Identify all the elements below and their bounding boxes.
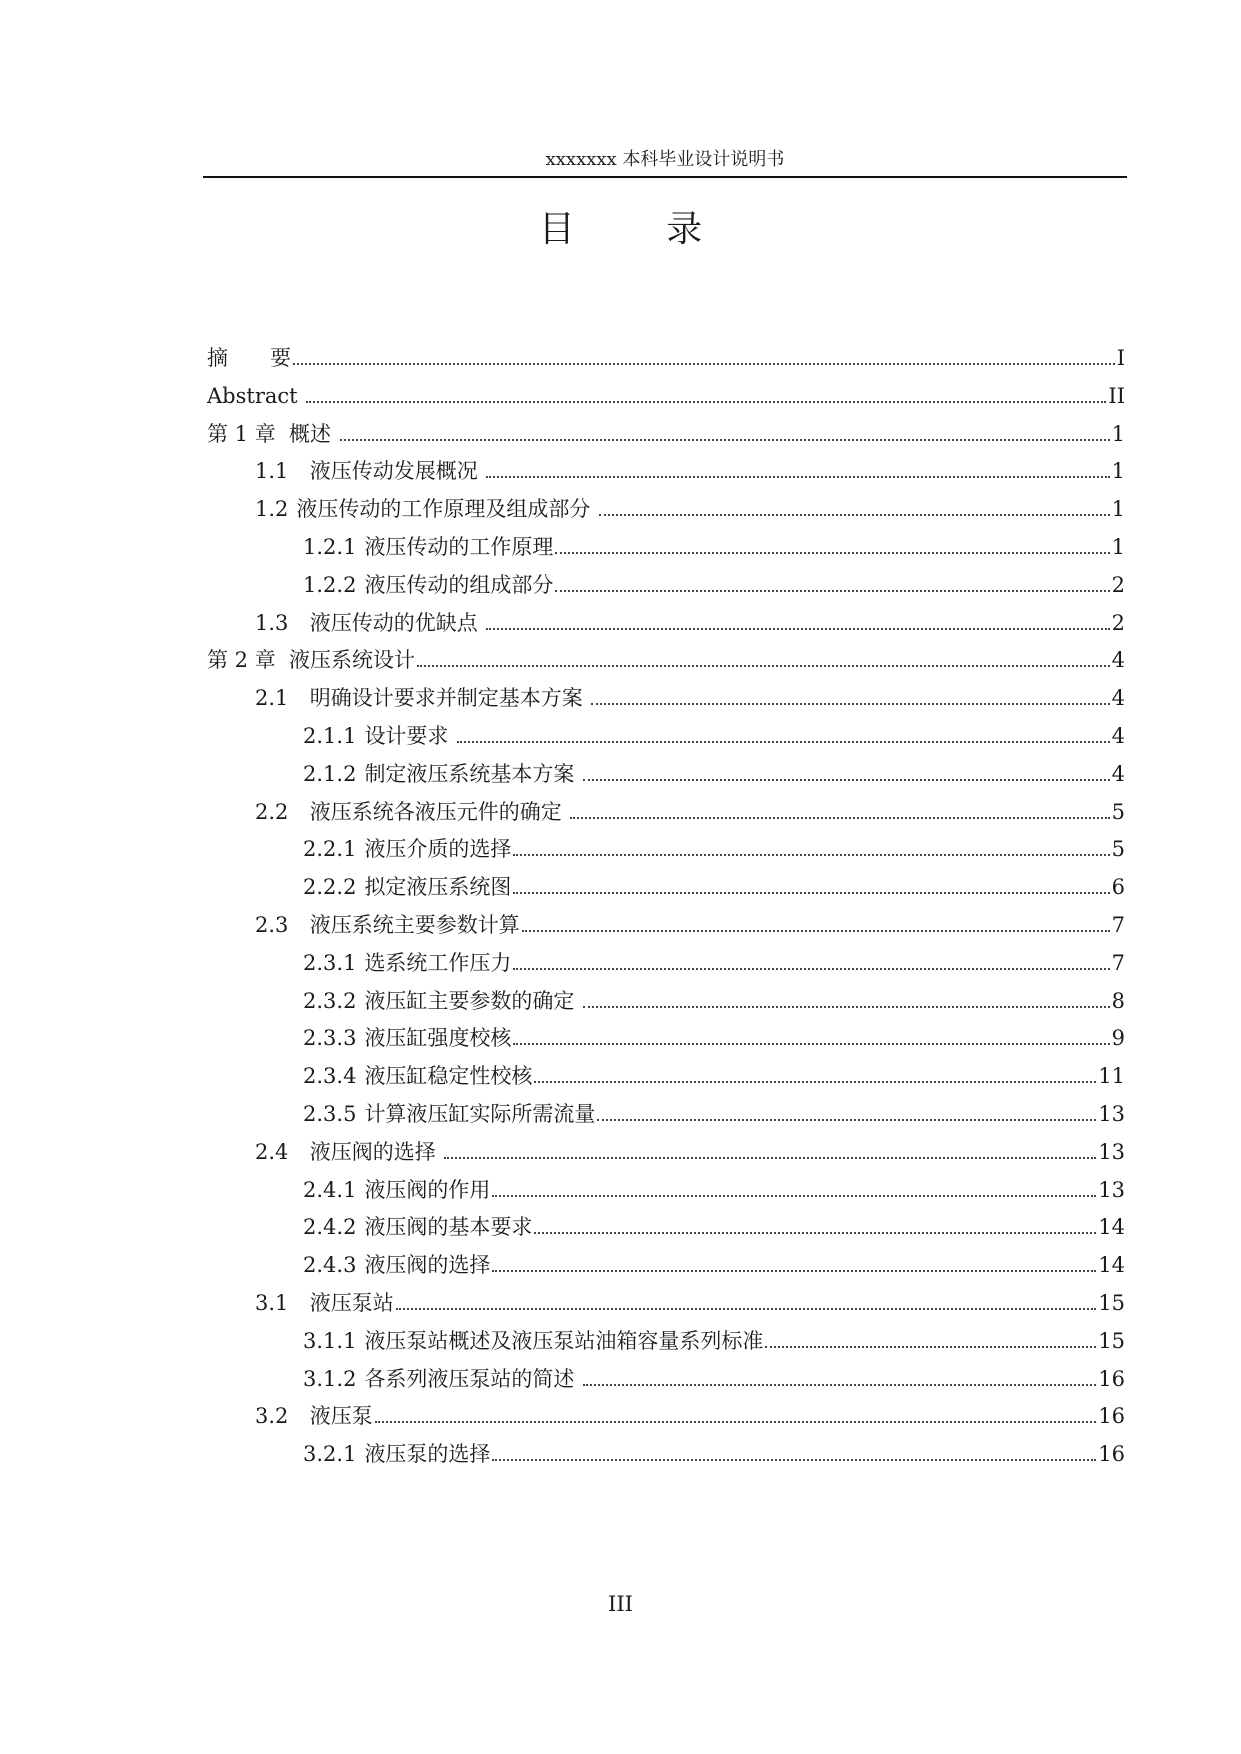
- toc-entry-number: 1.3: [255, 610, 289, 635]
- toc-entry-number: 3.2: [255, 1404, 289, 1429]
- toc-entry-label: 第 2 章 液压系统设计: [207, 648, 416, 673]
- toc-entry-label: 液压阀的选择: [364, 1253, 491, 1278]
- dot-leader: [583, 1006, 1110, 1008]
- toc-entry[interactable]: [255, 784, 1125, 826]
- toc-entry-number: 2.3.3: [303, 1026, 357, 1051]
- toc-entry-label: 液压传动的优缺点: [296, 610, 485, 635]
- toc-entry-page: 4: [1111, 686, 1125, 711]
- toc-entry-page: 9: [1111, 1026, 1125, 1051]
- toc-entry-page: 4: [1111, 648, 1125, 673]
- toc-entry-page: 4: [1111, 761, 1125, 786]
- toc-entry-number: 2.2.1: [303, 837, 357, 862]
- toc-entry[interactable]: [303, 1086, 1125, 1128]
- toc-entry-number: 1.2: [255, 497, 289, 522]
- toc-entry[interactable]: [207, 632, 1125, 674]
- toc-entry[interactable]: [303, 1237, 1125, 1279]
- toc-entry-page: 1: [1111, 497, 1125, 522]
- toc-entry-number: 2.3: [255, 913, 289, 937]
- toc-entry-page: 11: [1098, 1064, 1125, 1089]
- toc-entry-label: 拟定液压系统图: [364, 875, 512, 900]
- toc-entry-label: 选系统工作压力: [364, 950, 512, 975]
- toc-entry-page: 2: [1111, 572, 1125, 597]
- dot-leader: [444, 1157, 1096, 1159]
- toc-entry[interactable]: [303, 1426, 1125, 1468]
- toc-entry[interactable]: [303, 746, 1125, 788]
- toc-entry-label: 液压缸稳定性校核: [364, 1064, 533, 1089]
- toc-entry-number: 2.1.1: [303, 724, 357, 748]
- toc-entry-page: 1: [1111, 421, 1125, 446]
- toc-entry-page: 2: [1111, 610, 1125, 635]
- dot-leader: [583, 1384, 1096, 1386]
- dot-leader: [492, 1459, 1096, 1461]
- dot-leader: [513, 1043, 1109, 1045]
- dot-leader: [492, 1195, 1096, 1197]
- toc-entry-label: 摘 要: [207, 346, 291, 370]
- dot-leader: [522, 930, 1110, 932]
- dot-leader: [375, 1421, 1097, 1423]
- toc-entry-page: II: [1108, 383, 1125, 408]
- dot-leader: [396, 1308, 1097, 1310]
- toc-entry-label: 液压阀的作用: [364, 1177, 491, 1202]
- toc-entry-label: 制定液压系统基本方案: [364, 761, 582, 786]
- toc-entry-label: 液压阀的选择: [296, 1139, 443, 1164]
- toc-entry[interactable]: [207, 330, 1125, 372]
- toc-entry-page: 7: [1111, 950, 1125, 975]
- toc-entry-page: 6: [1111, 875, 1125, 900]
- dot-leader: [555, 590, 1109, 592]
- toc-entry-label: 液压介质的选择: [364, 837, 512, 862]
- dot-leader: [513, 892, 1109, 894]
- toc-entry-label: 液压传动的组成部分: [364, 572, 554, 597]
- toc-entry[interactable]: [303, 519, 1125, 561]
- toc-entry[interactable]: [255, 897, 1125, 939]
- toc-entry-label: 液压传动的工作原理及组成部分: [296, 497, 598, 522]
- toc-entry-page: 14: [1098, 1215, 1125, 1240]
- toc-entry-number: 3.2.1: [303, 1442, 357, 1467]
- toc-entry-label: 液压系统主要参数计算: [296, 913, 520, 937]
- toc-entry-page: 1: [1111, 535, 1125, 559]
- toc-entry[interactable]: [303, 1010, 1125, 1052]
- toc-entry-number: 2.3.4: [303, 1064, 357, 1089]
- toc-entry-label: 液压缸强度校核: [364, 1026, 512, 1051]
- dot-leader: [765, 1346, 1096, 1348]
- page-number: III: [608, 1592, 633, 1616]
- toc-entry-label: 液压传动的工作原理: [364, 535, 554, 559]
- toc-entry-page: 13: [1098, 1139, 1125, 1164]
- toc-entry-number: 3.1: [255, 1291, 289, 1315]
- toc-entry[interactable]: [303, 935, 1125, 977]
- toc-entry-label: 液压缸主要参数的确定: [364, 988, 582, 1013]
- toc-entry-page: 15: [1098, 1291, 1125, 1315]
- toc-entry[interactable]: [303, 1048, 1125, 1090]
- toc-entry-page: 15: [1098, 1328, 1125, 1353]
- toc-entry-page: 8: [1111, 988, 1125, 1013]
- dot-leader: [583, 779, 1110, 781]
- header-rule: [203, 176, 1127, 178]
- dot-leader: [591, 703, 1109, 705]
- toc-entry-number: 2.3.1: [303, 950, 357, 975]
- toc-entry[interactable]: [303, 1313, 1125, 1355]
- toc-entry-number: 2.2.2: [303, 875, 357, 900]
- toc-entry-label: 液压系统各液压元件的确定: [296, 799, 569, 824]
- toc-entry-number: 1.2.2: [303, 572, 357, 597]
- toc-entry[interactable]: [255, 1124, 1125, 1166]
- toc-entry-label: 液压泵的选择: [364, 1442, 491, 1467]
- toc-entry[interactable]: [255, 443, 1125, 485]
- toc-entry-number: 2.4.1: [303, 1177, 357, 1202]
- toc-entry[interactable]: [255, 1275, 1125, 1317]
- dot-leader: [306, 401, 1106, 403]
- toc-entry-label: 第 1 章 概述: [207, 421, 338, 446]
- toc-entry[interactable]: [303, 973, 1125, 1015]
- toc-entry-label: 液压泵站概述及液压泵站油箱容量系列标准: [364, 1328, 764, 1353]
- toc-entry-page: 5: [1111, 837, 1125, 862]
- toc-entry-label: 液压泵: [296, 1404, 373, 1429]
- dot-leader: [534, 1081, 1096, 1083]
- toc-entry-page: 13: [1098, 1177, 1125, 1202]
- toc-entry[interactable]: [255, 1388, 1125, 1430]
- dot-leader: [417, 665, 1110, 667]
- dot-leader: [597, 1119, 1096, 1121]
- toc-entry-label: 液压阀的基本要求: [364, 1215, 533, 1240]
- page-title: 目 录: [538, 209, 743, 250]
- dot-leader: [599, 514, 1110, 516]
- toc-entry[interactable]: [303, 708, 1125, 750]
- toc-entry-page: 7: [1111, 913, 1125, 937]
- toc-entry-label: 各系列液压泵站的简述: [364, 1366, 582, 1391]
- dot-leader: [513, 854, 1109, 856]
- toc-entry-page: 16: [1098, 1404, 1125, 1429]
- toc-entry-number: 2.4.2: [303, 1215, 357, 1240]
- toc-entry-page: 5: [1111, 799, 1125, 824]
- toc-entry[interactable]: [303, 859, 1125, 901]
- toc-entry-number: 2.2: [255, 799, 289, 824]
- toc-entry-label: 设计要求: [364, 724, 456, 748]
- dot-leader: [457, 741, 1110, 743]
- dot-leader: [293, 363, 1115, 365]
- dot-leader: [555, 552, 1109, 554]
- toc-entry-page: 13: [1098, 1102, 1125, 1126]
- toc-entry-page: I: [1116, 346, 1125, 370]
- toc-entry-page: 4: [1111, 724, 1125, 748]
- toc-entry[interactable]: [303, 557, 1125, 599]
- toc-entry-label: Abstract: [207, 383, 305, 408]
- toc-entry-number: 2.3.2: [303, 988, 357, 1013]
- toc-entry-label: 液压泵站: [296, 1291, 394, 1315]
- dot-leader: [492, 1270, 1096, 1272]
- toc-entry-label: 计算液压缸实际所需流量: [364, 1102, 596, 1126]
- toc-entry[interactable]: [255, 481, 1125, 523]
- toc-entry[interactable]: [207, 368, 1125, 410]
- dot-leader: [570, 817, 1109, 819]
- toc-entry-number: 2.4: [255, 1139, 289, 1164]
- toc-entry-number: 3.1.1: [303, 1328, 357, 1353]
- toc-entry-label: 明确设计要求并制定基本方案: [296, 686, 590, 711]
- toc-entry-number: 2.3.5: [303, 1102, 357, 1126]
- toc-entry-page: 1: [1111, 459, 1125, 484]
- toc-entry[interactable]: [255, 595, 1125, 637]
- toc-entry-label: 液压传动发展概况: [296, 459, 485, 484]
- dot-leader: [534, 1232, 1096, 1234]
- toc-entry-number: 1.2.1: [303, 535, 357, 559]
- toc-entry-number: 2.4.3: [303, 1253, 357, 1278]
- toc-entry-number: 2.1.2: [303, 761, 357, 786]
- toc-entry-number: 3.1.2: [303, 1366, 357, 1391]
- toc-entry-page: 16: [1098, 1442, 1125, 1467]
- toc-entry-page: 14: [1098, 1253, 1125, 1278]
- toc-entry[interactable]: [303, 1199, 1125, 1241]
- toc-entry-number: 2.1: [255, 686, 289, 711]
- toc-entry[interactable]: [207, 406, 1125, 448]
- toc-entry-number: 1.1: [255, 459, 289, 484]
- toc-entry[interactable]: [303, 1162, 1125, 1204]
- dot-leader: [486, 476, 1109, 478]
- toc-entry[interactable]: [255, 670, 1125, 712]
- toc-entry[interactable]: [303, 1351, 1125, 1393]
- toc-entry[interactable]: [303, 821, 1125, 863]
- dot-leader: [486, 628, 1109, 630]
- running-header: xxxxxxx 本科毕业设计说明书: [545, 149, 785, 170]
- dot-leader: [340, 439, 1110, 441]
- dot-leader: [513, 968, 1109, 970]
- toc-entry-page: 16: [1098, 1366, 1125, 1391]
